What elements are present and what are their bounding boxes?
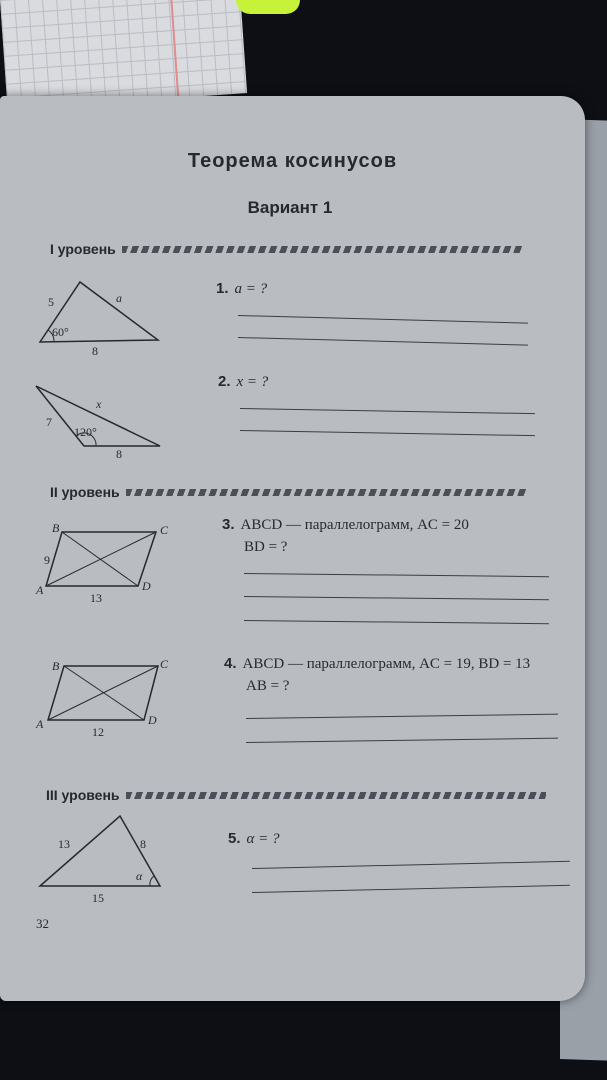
fig4-vertex-a: A — [36, 717, 44, 731]
level-3-label: III уровень — [46, 787, 120, 803]
task-3-question: BD = ? — [244, 539, 288, 555]
level-2-divider — [126, 489, 526, 496]
task-3-text: ABCD — параллелограмм, AC = 20 — [240, 517, 469, 533]
triangle-2-shape — [36, 386, 160, 446]
task-1-number: 1. — [216, 280, 229, 297]
task-5 — [228, 828, 280, 850]
fig2-angle: 120° — [74, 425, 97, 439]
level-1-divider — [122, 246, 522, 253]
fig1-side-left: 5 — [48, 295, 54, 309]
angle-arc-5 — [150, 876, 154, 886]
diagonal-bd — [62, 532, 138, 586]
task-5-number: 5. — [228, 830, 241, 847]
fig4-vertex-d: D — [148, 713, 157, 727]
fig4-vertex-c: C — [160, 657, 169, 671]
fig3-vertex-c: C — [160, 523, 169, 537]
fig1-angle: 60° — [52, 325, 69, 339]
fig3-vertex-d: D — [142, 579, 151, 593]
task-4-number: 4. — [224, 655, 237, 672]
fig4-base: 12 — [92, 725, 104, 739]
figure-3-parallelogram — [32, 520, 182, 615]
task-5-text: α = ? — [246, 831, 280, 847]
fig5-side-left: 13 — [58, 837, 70, 851]
fig2-side-left: 7 — [46, 415, 52, 429]
fig3-side: 9 — [44, 553, 50, 567]
diagonal-ac — [48, 666, 158, 720]
task-4-question: AB = ? — [246, 678, 290, 694]
task-4 — [224, 653, 530, 697]
fig3-base: 13 — [90, 591, 102, 605]
page-title: Теорема косинусов — [187, 150, 398, 172]
diagonal-ac — [46, 532, 156, 586]
level-1-heading — [50, 241, 522, 257]
fig4-vertex-b: B — [52, 659, 60, 673]
figure-1-triangle — [30, 270, 170, 365]
fig2-side-top: x — [96, 397, 102, 411]
level-3-divider — [126, 792, 546, 799]
fig5-side-right: 8 — [140, 837, 146, 851]
figure-5-triangle — [34, 812, 184, 917]
margin-line — [170, 0, 180, 108]
task-2 — [218, 371, 268, 393]
fig3-vertex-b: B — [52, 521, 60, 535]
task-2-text: x = ? — [236, 374, 269, 390]
diagonal-bd — [64, 666, 144, 720]
figure-2-triangle — [28, 378, 168, 473]
variant-heading: Вариант 1 — [247, 198, 333, 217]
figure-4-parallelogram — [34, 658, 184, 753]
task-3-number: 3. — [222, 516, 235, 533]
page-number: 32 — [36, 916, 49, 931]
level-1-label: I уровень — [50, 241, 116, 257]
fig5-angle: α — [136, 869, 143, 883]
level-2-label: II уровень — [50, 484, 120, 500]
task-3 — [222, 514, 469, 558]
task-2-number: 2. — [218, 373, 231, 390]
level-2-heading — [50, 484, 526, 500]
fig1-side-right: a — [116, 291, 122, 305]
task-1-text: a = ? — [234, 281, 268, 297]
fig2-base: 8 — [116, 447, 122, 461]
graph-paper-sheet — [0, 0, 247, 110]
level-3-heading — [46, 787, 546, 803]
fig1-base: 8 — [92, 344, 98, 358]
task-1 — [216, 278, 267, 300]
green-highlighter — [236, 0, 300, 14]
task-4-text: ABCD — параллелограмм, AC = 19, BD = 13 — [242, 656, 531, 672]
fig5-base: 15 — [92, 891, 104, 905]
fig3-vertex-a: A — [36, 583, 44, 597]
